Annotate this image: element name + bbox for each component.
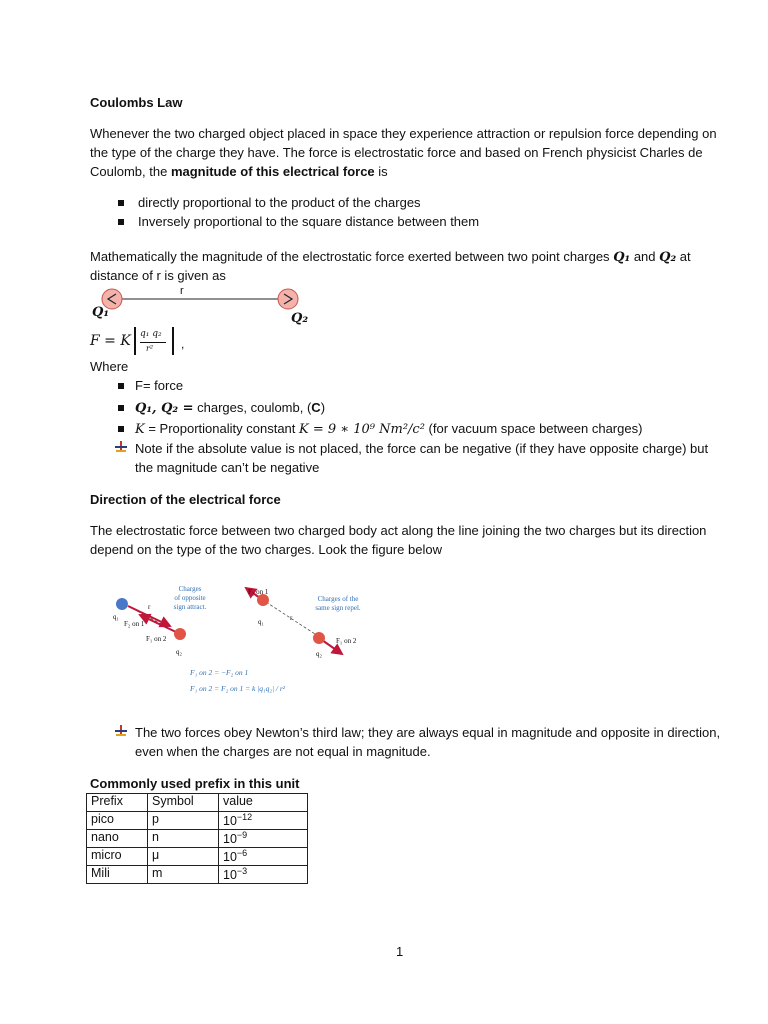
- cell-prefix: nano: [87, 830, 148, 848]
- attract-caption: [160, 585, 220, 612]
- bullet-icon: [118, 405, 124, 411]
- cell-symbol: p: [148, 812, 219, 830]
- value-exponent: −3: [236, 866, 248, 876]
- pin-marker-icon: [114, 440, 128, 454]
- table-row: [87, 848, 308, 866]
- pin-marker-icon: [114, 724, 128, 738]
- page-number: 1: [396, 944, 404, 959]
- newton-note-line-2: even when the charges are not equal in magnitude.: [135, 744, 431, 759]
- formula-tail: ,: [181, 337, 185, 351]
- fig-f12-right: F₁ on 2: [336, 637, 357, 645]
- diagram-q1-label: Q₁: [92, 305, 110, 320]
- q2-symbol: Q₂: [659, 250, 677, 265]
- fig-q2-right: q₂: [316, 650, 322, 658]
- q1-symbol: Q₁: [613, 250, 631, 265]
- two-charges-diagram: [92, 285, 312, 325]
- table-row: [87, 866, 308, 884]
- formula-lhs: F = K: [90, 333, 131, 349]
- header-value: value: [219, 794, 308, 812]
- repel-caption-line: Charges of the: [317, 595, 359, 603]
- positive-charge-icon: [174, 628, 186, 640]
- intro-line-3-suffix: is: [374, 164, 388, 179]
- note-line-1: Note if the absolute value is not placed, the force can be negative (if they have opposite charge) but: [135, 441, 709, 456]
- fig-q2-left: q₂: [176, 648, 182, 656]
- value-base: 10: [223, 832, 237, 847]
- direction-line-1: The electrostatic force between two charged body act along the line joining the two charges but its direction: [90, 523, 707, 538]
- newton-note-line-1: The two forces obey Newton’s third law; they are always equal in magnitude and opposite in direction,: [135, 725, 721, 740]
- abs-bar-left: [134, 327, 136, 355]
- cell-symbol: n: [148, 830, 219, 848]
- where-label: Where: [90, 359, 129, 374]
- table-header-row: [87, 794, 308, 812]
- diagram-q2-label: Q₂: [291, 311, 309, 326]
- fig-f21-left: F₂ on 1: [124, 620, 145, 628]
- bullet-item: directly proportional to the product of the charges: [138, 195, 421, 210]
- fig-equation-2: F₁ on 2 = F₂ on 1 = k |q₁q₂| / r²: [190, 684, 286, 693]
- header-symbol: Symbol: [148, 794, 219, 812]
- note-line-2: the magnitude can’t be negative: [135, 460, 320, 475]
- positive-charge-icon: [313, 632, 325, 644]
- value-base: 10: [223, 814, 237, 829]
- attract-caption-line: Charges: [178, 585, 202, 593]
- charge-q2-icon: [278, 289, 298, 309]
- fig-r-label: r: [148, 603, 151, 611]
- constant-value: K = 9 ∗ 10⁹ Nm²/c²: [299, 422, 425, 437]
- intro-bold-phrase: magnitude of this electrical force: [170, 164, 375, 179]
- value-base: 10: [223, 850, 237, 865]
- charges-symbol: Q₁, Q₂ =: [135, 401, 194, 416]
- definition-charges: [135, 398, 765, 418]
- intro-line-1: Whenever the two charged object placed in space they experience attraction or repulsion force depending on: [90, 126, 717, 141]
- table-title: Commonly used prefix in this unit: [90, 776, 300, 791]
- constant-text: = Proportionality constant: [144, 421, 299, 436]
- math-intro-suffix: at: [676, 249, 691, 264]
- cell-value: [219, 866, 308, 884]
- cell-prefix: pico: [87, 812, 148, 830]
- repel-caption: [302, 595, 374, 613]
- attract-caption-line: of opposite: [174, 594, 206, 602]
- fig-q1-right: q₁: [258, 618, 264, 626]
- formula-numerator: q₁ q₂: [140, 329, 162, 339]
- constant-note: (for vacuum space between charges): [424, 421, 643, 436]
- value-exponent: −6: [236, 848, 248, 858]
- formula-denominator: r²: [146, 344, 154, 353]
- value-exponent: −9: [236, 830, 248, 840]
- table-row: [87, 812, 308, 830]
- charges-text: charges, coulomb, (: [193, 400, 312, 415]
- fig-equation-1: F₁ on 2 = −F₂ on 1: [190, 668, 249, 677]
- charges-close: ): [320, 400, 326, 415]
- constant-symbol: K: [135, 422, 145, 437]
- prefix-table: [86, 793, 308, 884]
- charges-unit: C: [311, 400, 321, 415]
- fig-f12-left: F₁ on 2: [146, 635, 167, 643]
- direction-heading: Direction of the electrical force: [90, 492, 281, 507]
- header-prefix: Prefix: [87, 794, 148, 812]
- value-exponent: −12: [236, 812, 253, 822]
- math-intro-and: and: [630, 249, 660, 264]
- abs-bar-right: [172, 327, 174, 355]
- attract-caption-line: sign attract.: [173, 603, 207, 611]
- cell-symbol: μ: [148, 848, 219, 866]
- fig-q1-left: q₁: [113, 613, 119, 621]
- cell-value: [219, 812, 308, 830]
- distance-label: r: [180, 285, 184, 297]
- definition-constant: [135, 419, 765, 439]
- cell-symbol: m: [148, 866, 219, 884]
- bullet-icon: [118, 200, 124, 206]
- intro-line-3-prefix: Coulomb, the: [90, 164, 171, 179]
- math-intro-line-2: distance of r is given as: [90, 268, 226, 283]
- table-row: [87, 830, 308, 848]
- math-intro-text: Mathematically the magnitude of the electrostatic force exerted between two point charges: [90, 249, 614, 264]
- f12-arrow: [140, 615, 176, 632]
- bullet-icon: [118, 383, 124, 389]
- cell-value: [219, 830, 308, 848]
- direction-line-2: depend on the type of the two charges. Look the figure below: [90, 542, 442, 557]
- repel-caption-line: same sign repel.: [315, 604, 361, 612]
- fraction-bar: [140, 342, 166, 343]
- bullet-item: Inversely proportional to the square distance between them: [138, 214, 480, 229]
- cell-value: [219, 848, 308, 866]
- bullet-icon: [118, 219, 124, 225]
- cell-prefix: Mili: [87, 866, 148, 884]
- intro-line-3: [90, 162, 720, 181]
- fig-r-right: r: [290, 614, 293, 622]
- math-intro-line-1: [90, 247, 720, 267]
- negative-charge-icon: [116, 598, 128, 610]
- section-title: Coulombs Law: [90, 95, 183, 110]
- cell-prefix: micro: [87, 848, 148, 866]
- bullet-icon: [118, 426, 124, 432]
- value-base: 10: [223, 868, 237, 883]
- fig-f21-right: F₂ on 1: [248, 588, 269, 596]
- definition-force: F= force: [135, 378, 184, 393]
- intro-line-2: the type of the charge they have. The force is electrostatic force and based on French physicist Charles de: [90, 145, 703, 160]
